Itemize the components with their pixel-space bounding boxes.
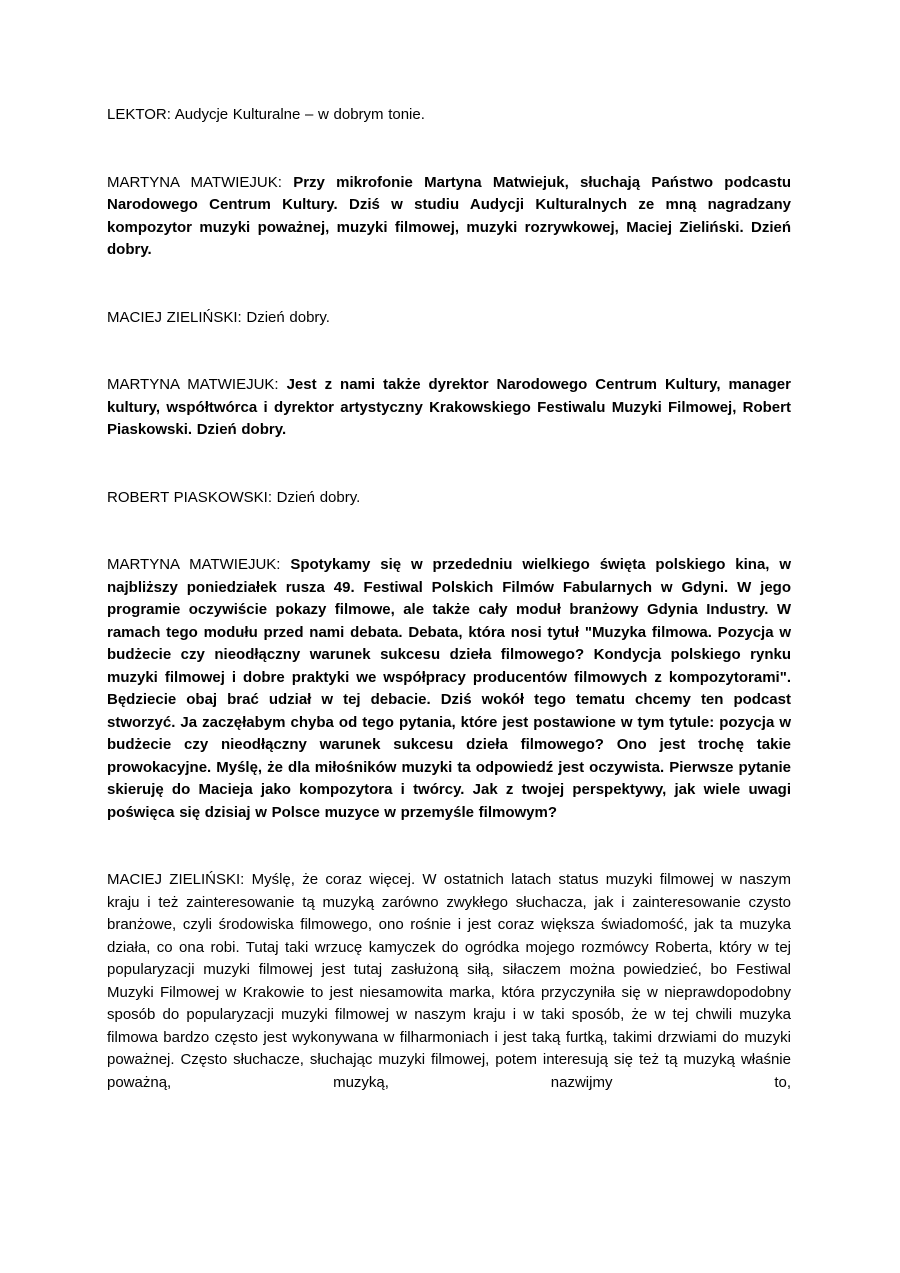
speech-text: Audycje Kulturalne – w dobrym tonie. xyxy=(174,106,425,123)
speaker-label: MARTYNA MATWIEJUK: xyxy=(107,376,279,393)
speaker-label: LEKTOR: xyxy=(107,106,171,123)
paragraph-martyna-intro xyxy=(107,172,791,262)
speaker-label: MACIEJ ZIELIŃSKI: xyxy=(107,308,242,326)
transcript-page xyxy=(107,104,791,1139)
speech-text: Dzień dobry. xyxy=(276,488,361,506)
paragraph-maciej-answer xyxy=(107,869,791,1094)
speaker-label: MARTYNA MATWIEJUK: xyxy=(107,556,281,573)
paragraph-maciej-greeting xyxy=(107,307,791,330)
speech-text: Myślę, że coraz więcej. W ostatnich latach status muzyki filmowej w naszym kraju i też zainteresowanie tą muzyką zarówno zwykłego słuchacza, jak i zainteresowanie czysto branżowe, czyli środowiska filmowego, ono rośnie i jest coraz większa świadomość, jak ta muzyka działa, co ona robi. Tutaj taki wrzucę kamyczek do ogródka mojego rozmówcy Roberta, który w tej popularyzacji muzyki filmowej jest tutaj zasłużoną siłą, siłaczem można powiedzieć, bo Festiwal Muzyki Filmowej w Krakowie to jest niesamowita marka, która przyczyniła się w nieprawdopodobny sposób do popularyzacji muzyki filmowej w naszym kraju i w taki sposób, że w tej chwili muzyka filmowa bardzo często jest wykonywana w filharmoniach i jest taką furtką, takimi drzwiami do muzyki poważnej. Często słuchacze, słuchając muzyki filmowej, potem interesują się też tą muzyką właśnie poważną, muzyką, nazwijmy to, xyxy=(107,871,791,1091)
speech-text: Spotykamy się w przededniu wielkiego święta polskiego kina, w najbliższy poniedziałek rusza 49. Festiwal Polskich Filmów Fabularnych w Gdyni. W jego programie oczywiście pokazy filmowe, ale także cały moduł branżowy Gdynia Industry. W ramach tego modułu przed nami debata. Debata, która nosi tytuł "Muzyka filmowa. Pozycja w budżecie czy nieodłączny warunek sukcesu dzieła filmowego? Kondycja polskiego rynku muzyki filmowej i dobre praktyki we współpracy producentów filmowych z kompozytorami". Będziecie obaj brać udział w tej debacie. Dziś wokół tego tematu chcemy ten podcast stworzyć. Ja zaczęłabym chyba od tego pytania, które jest postawione w tym tytule: pozycja w budżecie czy nieodłączny warunek sukcesu dzieła filmowego? Ono jest trochę takie prowokacyjne. Myślę, że dla miłośników muzyki ta odpowiedź jest oczywista. Pierwsze pytanie skieruję do Macieja jako kompozytora i twórcy. Jak z twojej perspektywy, jak wiele uwagi poświęca się dzisiaj w Polsce muzyce w przemyśle filmowym? xyxy=(107,556,791,821)
speech-text: Przy mikrofonie Martyna Matwiejuk, słuchają Państwo podcastu Narodowego Centrum Kultury. Dziś w studiu Audycji Kulturalnych ze mną nagradzany kompozytor muzyki poważnej, muzyki filmowej, muzyki rozrywkowej, Maciej Zieliński. Dzień dobry. xyxy=(107,173,791,258)
speaker-label: MARTYNA MATWIEJUK: xyxy=(107,173,282,191)
speech-text: Dzień dobry. xyxy=(246,308,330,326)
speaker-label: ROBERT PIASKOWSKI: xyxy=(107,488,272,506)
paragraph-martyna-question xyxy=(107,554,791,824)
speech-text: Jest z nami także dyrektor Narodowego Centrum Kultury, manager kultury, współtwórca i dyrektor artystyczny Krakowskiego Festiwalu Muzyki Filmowej, Robert Piaskowski. Dzień dobry. xyxy=(107,376,791,438)
paragraph-robert-greeting xyxy=(107,487,791,510)
paragraph-martyna-robert-intro xyxy=(107,374,791,442)
speaker-label: MACIEJ ZIELIŃSKI: xyxy=(107,871,245,888)
paragraph-lektor xyxy=(107,104,791,127)
